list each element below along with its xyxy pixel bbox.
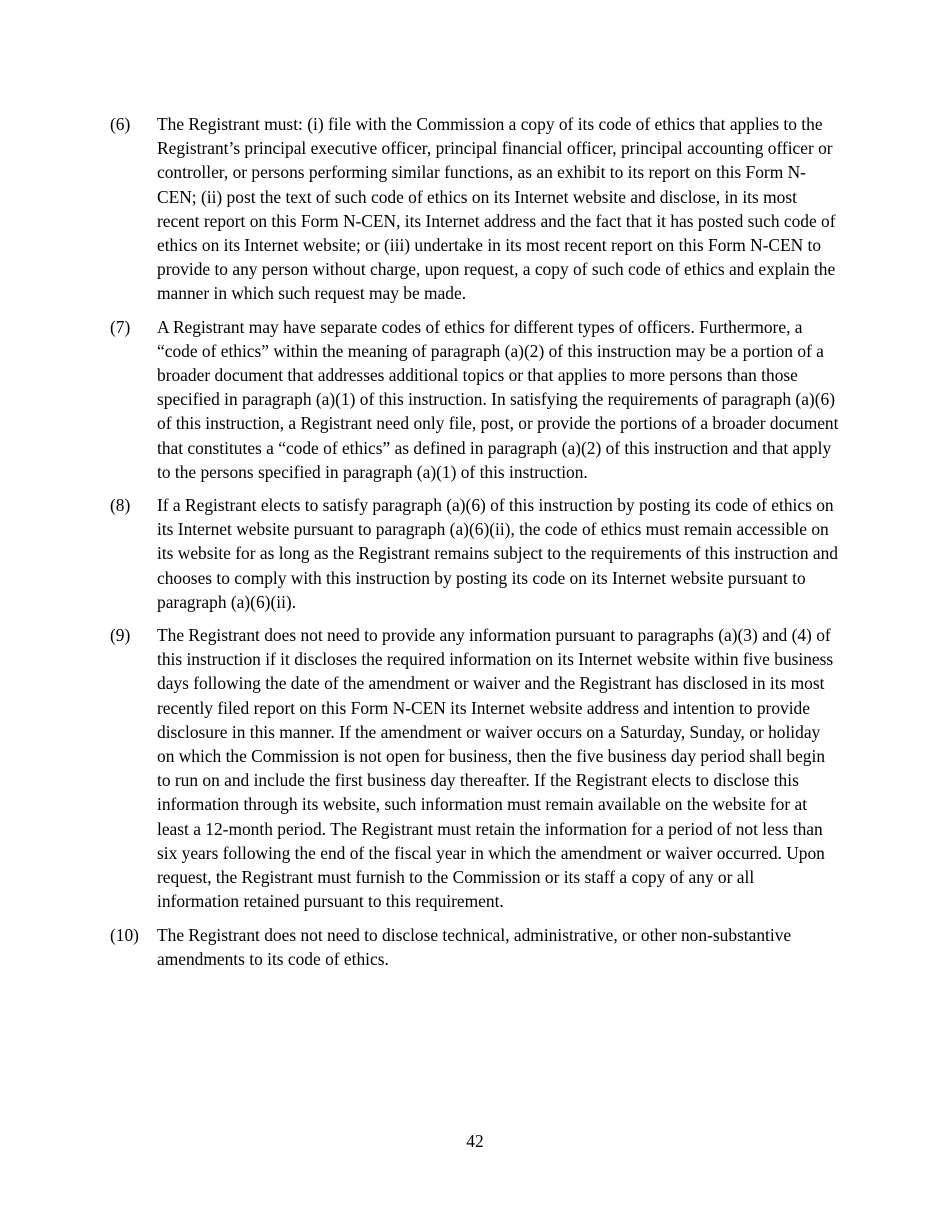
list-item [110,923,840,971]
item-text: The Registrant does not need to provide any information pursuant to paragraphs (a)(3) and (4) of this instruction if it discloses the required information on its Internet website within five business days following the date of the amendment or waiver and the Registrant has disclosed in its most recently filed report on this Form N-CEN its Internet website address and intention to provide disclosure in this manner. If the amendment or waiver occurs on a Saturday, Sunday, or holiday on which the Commission is not open for business, then the five business day period shall begin to run on and include the first business day thereafter. If the Registrant elects to disclose this information through its website, such information must remain available on the website for at least a 12-month period. The Registrant must retain the information for a period of not less than six years following the end of the fiscal year in which the amendment or waiver occurred. Upon request, the Registrant must furnish to the Commission or its staff a copy of any or all information retained pursuant to this requirement. [157,625,834,912]
list-item [110,623,840,913]
page-number: 42 [466,1131,484,1151]
item-number: (7) [110,316,131,337]
item-text: The Registrant must: (i) file with the Commission a copy of its code of ethics that applies to the Registrant’s principal executive officer, principal financial officer, principal accounting officer or controller, or persons performing similar functions, as an exhibit to its report on this Form N-CEN; (ii) post the text of such code of ethics on its Internet website and disclose, in its most recent report on this Form N-CEN, its Internet address and the fact that it has posted such code of ethics on its Internet website; or (iii) undertake in its most recent report on this Form N-CEN to provide to any person without charge, upon request, a copy of such code of ethics and explain the manner in which such request may be made. [157,114,836,304]
list-item [110,315,840,484]
item-number: (8) [110,495,131,516]
item-text: A Registrant may have separate codes of ethics for different types of officers. Furthermore, a “code of ethics” within the meaning of paragraph (a)(2) of this instruction may be a portion of a broader document that addresses additional topics or that applies to more persons than those specified in paragraph (a)(1) of this instruction. In satisfying the requirements of paragraph (a)(6) of this instruction, a Registrant need only file, post, or provide the portions of a broader document that constitutes a “code of ethics” as defined in paragraph (a)(2) of this instruction and that apply to the persons specified in paragraph (a)(1) of this instruction. [157,316,839,482]
item-text: If a Registrant elects to satisfy paragraph (a)(6) of this instruction by posting its code of ethics on its Internet website pursuant to paragraph (a)(6)(ii), the code of ethics must remain accessible on its website for as long as the Registrant remains subject to the requirements of this instruction and chooses to comply with this instruction by posting its code on its Internet website pursuant to paragraph (a)(6)(ii). [157,495,838,612]
list-item [110,493,840,614]
list-item [110,112,840,306]
instruction-list [110,112,840,980]
item-number: (9) [110,625,131,646]
item-number: (6) [110,114,131,134]
item-text: The Registrant does not need to disclose technical, administrative, or other non-substantive amendments to its code of ethics. [157,924,792,969]
item-number: (10) [110,924,139,945]
